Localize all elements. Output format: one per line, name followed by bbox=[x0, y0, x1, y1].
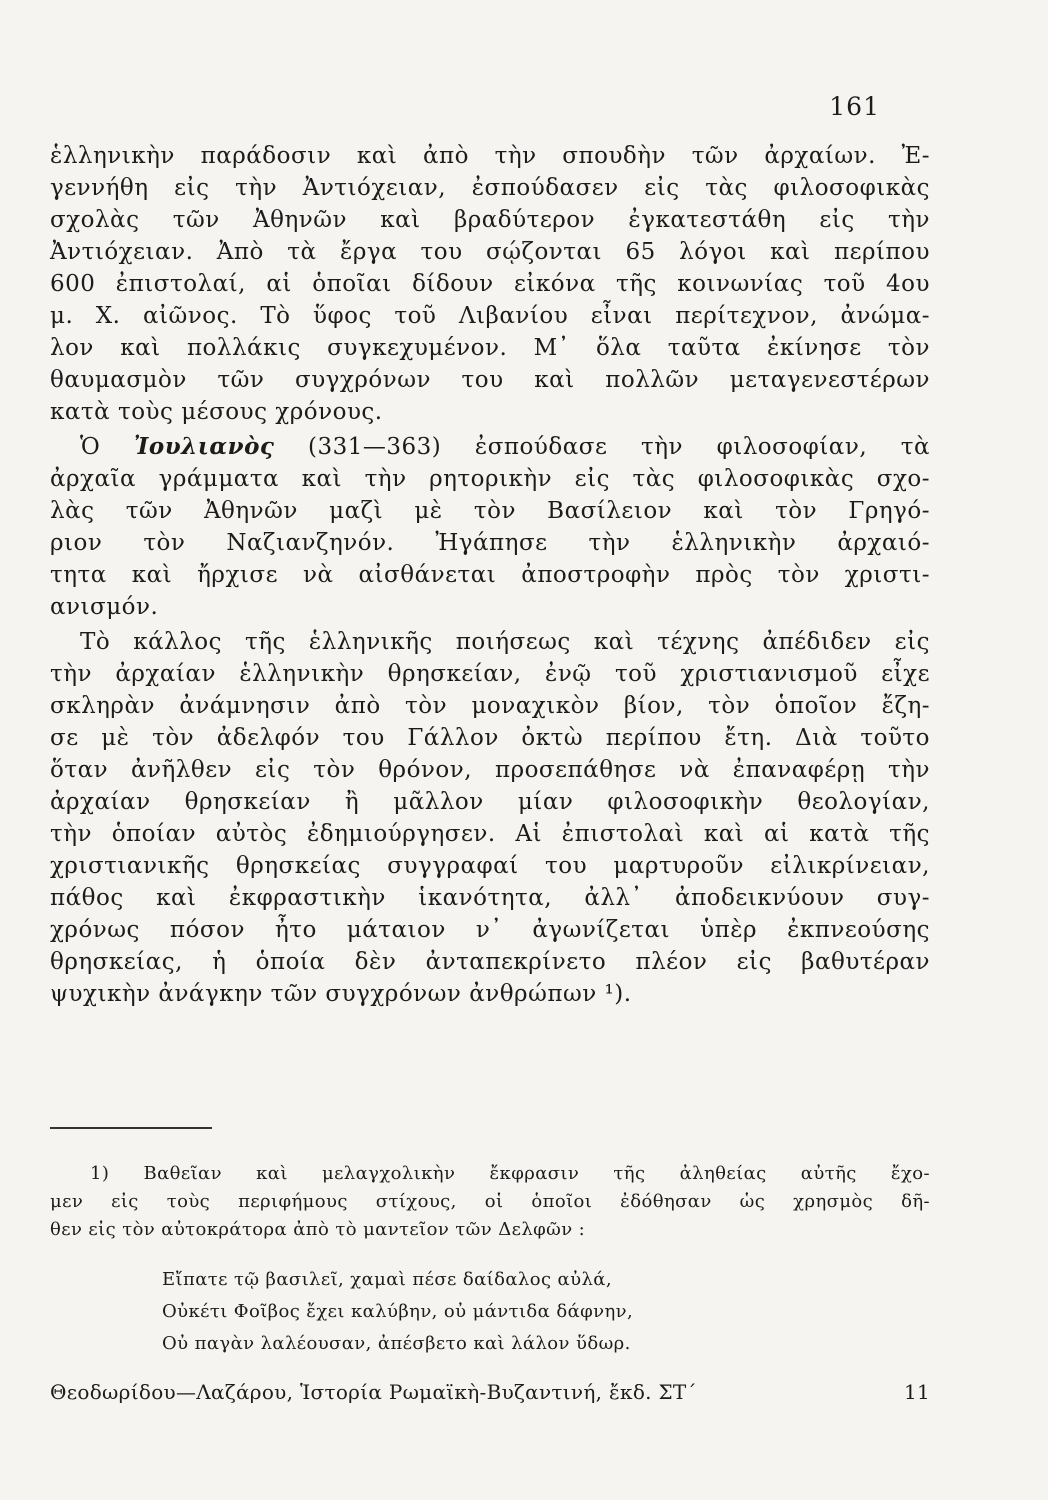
text-fragment: Ὁ bbox=[80, 434, 134, 460]
text-line: κατὰ τοὺς μέσους χρόνους. bbox=[50, 399, 383, 425]
paragraph-julian bbox=[50, 431, 930, 623]
text-line bbox=[50, 431, 930, 463]
page-number: 161 bbox=[829, 92, 880, 121]
text-line: ανισμόν. bbox=[50, 594, 159, 620]
text-line: λὰς τῶν Ἀθηνῶν μαζὶ μὲ τὸν Βασίλειον καὶ τὸν Γρηγό- bbox=[50, 498, 930, 524]
text-line: πάθος καὶ ἐκφραστικὴν ἱκανότητα, ἀλλ᾽ ἀποδεικνύουν συγ- bbox=[50, 885, 930, 911]
printer-signature bbox=[50, 1378, 930, 1406]
text-line: τὴν ἀρχαίαν ἑλληνικὴν θρησκείαν, ἐνῷ τοῦ χριστιανισμοῦ εἶχε bbox=[50, 661, 930, 687]
footnote-line: μεν εἰς τοὺς περιφήμους στίχους, οἱ ὁποῖοι ἐδόθησαν ὡς χρησμὸς δῆ- bbox=[50, 1191, 930, 1212]
text-line: σκληρὰν ἀνάμνησιν ἀπὸ τὸν μοναχικὸν βίον, τὸν ὁποῖον ἔζη- bbox=[50, 693, 930, 719]
text-line: μ. Χ. αἰῶνος. Τὸ ὕφος τοῦ Λιβανίου εἶναι περίτεχνον, ἀνώμα- bbox=[50, 303, 930, 329]
oracle-verse bbox=[50, 1264, 930, 1360]
text-line: σχολὰς τῶν Ἀθηνῶν καὶ βραδύτερον ἐγκατεστάθη εἰς τὴν bbox=[50, 207, 930, 233]
signature-text: Θεοδωρίδου—Λαζάρου, Ἱστορία Ρωμαϊκὴ-Βυζαντινή, ἔκδ. ΣΤ΄ bbox=[50, 1380, 697, 1404]
text-line: χριστιανικῆς θρησκείας συγγραφαί του μαρτυροῦν εἰλικρίνειαν, bbox=[50, 853, 930, 879]
text-line: λον καὶ πολλάκις συγκεχυμένον. Μ᾽ ὅλα ταῦτα ἐκίνησε τὸν bbox=[50, 335, 930, 361]
text-line: ἀρχαῖα γράμματα καὶ τὴν ρητορικὴν εἰς τὰς φιλοσοφικὰς σχο- bbox=[50, 466, 930, 492]
verse-line: Οὐκέτι Φοῖβος ἔχει καλύβην, οὐ μάντιδα δάφνην, bbox=[162, 1301, 634, 1322]
footnote bbox=[50, 1160, 930, 1360]
text-fragment: (331—363) ἐσπούδασε τὴν φιλοσοφίαν, τὰ bbox=[274, 434, 930, 460]
verse-line: Οὐ παγὰν λαλέουσαν, ἀπέσβετο καὶ λάλον ὕδωρ. bbox=[162, 1333, 631, 1354]
text-line: γεννήθη εἰς τὴν Ἀντιόχειαν, ἐσπούδασεν εἰς τὰς φιλοσοφικὰς bbox=[50, 175, 930, 201]
signature-sheet-number: 11 bbox=[903, 1380, 930, 1404]
footnote-divider bbox=[50, 1127, 212, 1129]
text-line: σε μὲ τὸν ἀδελφόν του Γάλλον ὀκτὼ περίπου ἔτη. Διὰ τοῦτο bbox=[50, 725, 930, 751]
paragraph-libanius bbox=[50, 140, 930, 428]
text-line: ψυχικὴν ἀνάγκην τῶν συγχρόνων ἀνθρώπων ¹). bbox=[50, 981, 632, 1007]
text-line: 600 ἐπιστολαί, αἱ ὁποῖαι δίδουν εἰκόνα τῆς κοινωνίας τοῦ 4ου bbox=[50, 271, 930, 297]
footnote-line: 1) Βαθεῖαν καὶ μελαγχολικὴν ἔκφρασιν τῆς ἀληθείας αὐτῆς ἔχο- bbox=[90, 1163, 930, 1184]
emperor-name: Ἰουλιανὸς bbox=[133, 433, 275, 460]
text-line: ἀρχαίαν θρησκείαν ἢ μᾶλλον μίαν φιλοσοφικὴν θεολογίαν, bbox=[50, 789, 930, 815]
text-line: ριον τὸν Ναζιανζηνόν. Ἠγάπησε τὴν ἑλληνικὴν ἀρχαιό- bbox=[50, 530, 930, 556]
text-line: τὴν ὁποίαν αὐτὸς ἐδημιούργησεν. Αἱ ἐπιστολαὶ καὶ αἱ κατὰ τῆς bbox=[50, 821, 930, 847]
main-text bbox=[50, 140, 930, 1010]
verse-line: Εἴπατε τῷ βασιλεῖ, χαμαὶ πέσε δαίδαλος αὐλά, bbox=[162, 1269, 612, 1290]
text-line: Ἀντιόχειαν. Ἀπὸ τὰ ἔργα του σῴζονται 65 λόγοι καὶ περίπου bbox=[50, 239, 930, 265]
text-line: τητα καὶ ἤρχισε νὰ αἰσθάνεται ἀποστροφὴν πρὸς τὸν χριστι- bbox=[50, 562, 930, 588]
footnote-line: θεν εἰς τὸν αὐτοκράτορα ἀπὸ τὸ μαντεῖον τῶν Δελφῶν : bbox=[50, 1219, 586, 1240]
text-line: ἑλληνικὴν παράδοσιν καὶ ἀπὸ τὴν σπουδὴν τῶν ἀρχαίων. Ἐ- bbox=[50, 143, 930, 169]
text-line: Τὸ κάλλος τῆς ἑλληνικῆς ποιήσεως καὶ τέχνης ἀπέδιδεν εἰς bbox=[80, 629, 930, 655]
text-line: θαυμασμὸν τῶν συγχρόνων του καὶ πολλῶν μεταγενεστέρων bbox=[50, 367, 930, 393]
paragraph-beauty bbox=[50, 626, 930, 1010]
text-line: θρησκείας, ἡ ὁποία δὲν ἀνταπεκρίνετο πλέον εἰς βαθυτέραν bbox=[50, 949, 930, 975]
text-line: χρόνως πόσον ἦτο μάταιον ν᾽ ἀγωνίζεται ὑπὲρ ἐκπνεούσης bbox=[50, 917, 930, 943]
text-line: ὅταν ἀνῆλθεν εἰς τὸν θρόνον, προσεπάθησε νὰ ἐπαναφέρῃ τὴν bbox=[50, 757, 930, 783]
